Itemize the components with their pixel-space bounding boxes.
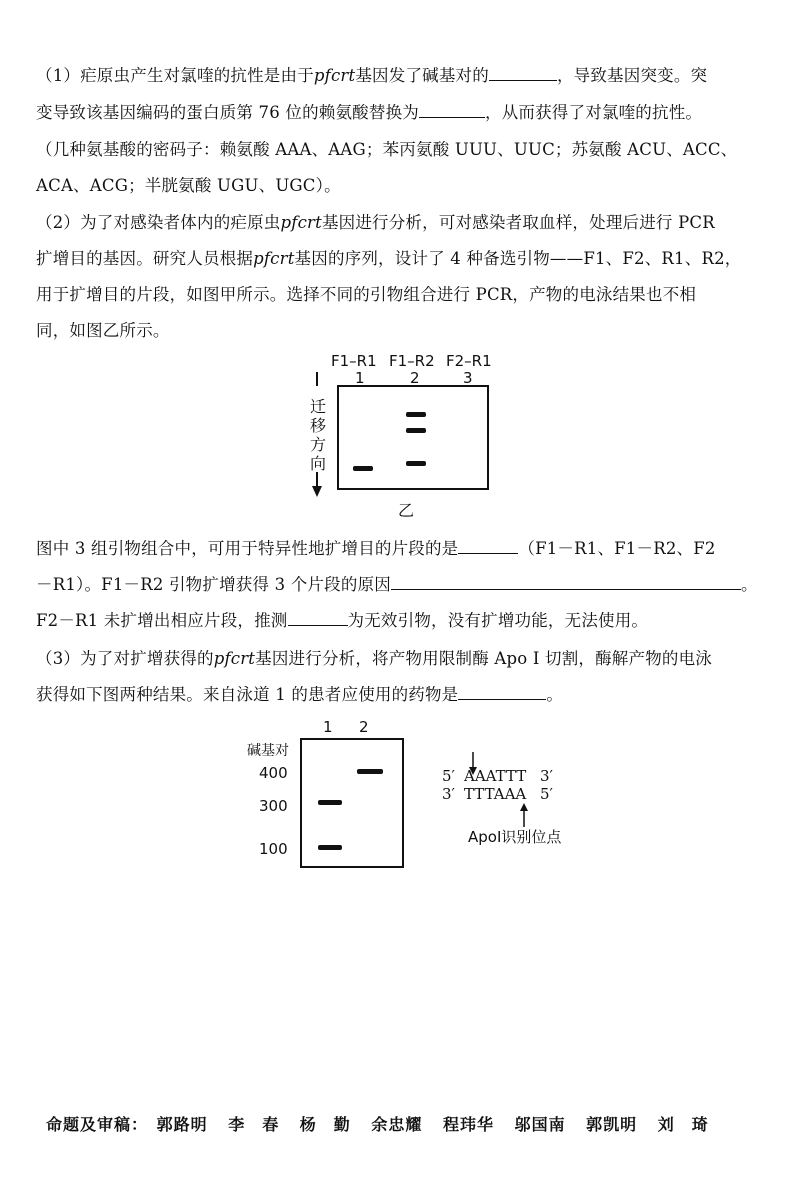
seq-top-3prime: 3′ — [540, 767, 553, 785]
author-name: 刘 琦 — [657, 1115, 709, 1134]
q1-text: 基因发了碱基对的 — [355, 66, 489, 85]
q3-text: 获得如下图两种结果。来自泳道 1 的患者应使用的药物是 — [36, 685, 459, 704]
direction-char: 方 — [310, 435, 327, 454]
seq-top: AAATTT — [464, 767, 527, 785]
direction-char: 向 — [310, 454, 327, 473]
lane-number-1: 1 — [355, 369, 365, 387]
tick-300: 300 — [259, 797, 288, 815]
lane-number-3: 3 — [463, 369, 473, 387]
author-name: 余忠耀 — [371, 1115, 423, 1134]
answer-blank[interactable] — [419, 103, 485, 118]
q1-line2 — [36, 99, 702, 123]
q1-text: 变导致该基因编码的蛋白质第 76 位的赖氨酸替换为 — [36, 103, 419, 122]
q2-text: －R1）。F1－R2 引物扩增获得 3 个片段的原因 — [36, 575, 391, 594]
apoi-site-label: ApoI识别位点 — [468, 828, 562, 846]
gene-name: pfcrt — [253, 249, 295, 268]
q2-text: F2－R1 未扩增出相应片段，推测 — [36, 611, 288, 630]
footer-credits — [46, 1112, 723, 1135]
q1-line4: ACA、ACG；半胱氨酸 UGU、UGC）。 — [36, 176, 341, 195]
lane-number-1: 1 — [323, 718, 333, 736]
seq-bot: TTTAAA — [464, 785, 527, 803]
q2-text: 基因进行分析，可对感染者取血样，处理后进行 PCR — [321, 213, 715, 232]
q3-text: 。 — [546, 685, 564, 704]
answer-blank[interactable] — [458, 539, 518, 554]
q2-line2 — [36, 245, 741, 269]
tick-400: 400 — [259, 764, 288, 782]
q1-text: ，导致基因突变。突 — [556, 66, 708, 85]
y-axis-title: 碱基对 — [247, 743, 289, 759]
lane-number-2: 2 — [410, 369, 420, 387]
q1-line1 — [36, 62, 707, 86]
direction-char: 移 — [310, 416, 327, 435]
q2-after1 — [36, 535, 716, 559]
q2-text: 基因的序列，设计了 4 种备选引物——F1、F2、R1、R2， — [294, 249, 742, 268]
q2-text: （F1－R1、F1－R2、F2 — [518, 539, 716, 558]
q3-text: 基因进行分析，将产物用限制酶 Apo I 切割，酶解产物的电泳 — [255, 649, 713, 668]
band — [406, 412, 426, 417]
q3-line2 — [36, 681, 563, 705]
q2-text: 。 — [740, 575, 758, 594]
seq-bot-3prime: 3′ — [442, 785, 455, 803]
q1-text: （1）疟原虫产生对氯喹的抗性是由于 — [36, 66, 314, 85]
q2-text: 图中 3 组引物组合中，可用于特异性地扩增目的片段的是 — [36, 539, 459, 558]
footer-label: 命题及审稿： — [46, 1115, 149, 1134]
answer-blank[interactable] — [288, 611, 348, 626]
q3-text: （3）为了对扩增获得的 — [36, 649, 214, 668]
q2-text: （2）为了对感染者体内的疟原虫 — [36, 213, 281, 232]
author-name: 程玮华 — [442, 1115, 494, 1134]
direction-char: 迁 — [310, 397, 327, 416]
band — [357, 769, 383, 774]
band — [318, 800, 342, 805]
lane-label-1: F1–R1 — [331, 352, 377, 370]
band — [406, 461, 426, 466]
answer-blank[interactable] — [391, 575, 741, 590]
seq-top-5prime: 5′ — [442, 767, 455, 785]
author-name: 邬国南 — [514, 1115, 566, 1134]
author-name: 郭路明 — [156, 1115, 208, 1134]
band — [353, 466, 373, 471]
author-name: 李 春 — [228, 1115, 280, 1134]
gel-apo — [300, 738, 404, 868]
q2-text: 扩增目的基因。研究人员根据 — [36, 249, 254, 268]
q2-after3 — [36, 607, 648, 631]
q2-line1 — [36, 209, 715, 233]
author-name: 杨 勤 — [299, 1115, 351, 1134]
answer-blank[interactable] — [489, 66, 557, 81]
tick-100: 100 — [259, 840, 288, 858]
q3-line1 — [36, 645, 712, 669]
q1-text: ，从而获得了对氯喹的抗性。 — [485, 103, 703, 122]
lane-number-2: 2 — [359, 718, 369, 736]
band — [406, 428, 426, 433]
gel-yi — [337, 385, 489, 490]
cut-arrow-up-icon — [517, 802, 531, 828]
lane-label-3: F2–R1 — [446, 352, 492, 370]
band — [318, 845, 342, 850]
q2-line3: 用于扩增目的片段，如图甲所示。选择不同的引物组合进行 PCR，产物的电泳结果也不相 — [36, 285, 697, 304]
author-name: 郭凯明 — [586, 1115, 638, 1134]
gene-name: pfcrt — [313, 66, 356, 85]
q2-text: 为无效引物，没有扩增功能，无法使用。 — [347, 611, 649, 630]
q2-line4: 同，如图乙所示。 — [36, 321, 170, 340]
q2-after2 — [36, 571, 758, 595]
answer-blank[interactable] — [458, 685, 546, 700]
q1-line3: （几种氨基酸的密码子：赖氨酸 AAA、AAG；苯丙氨酸 UUU、UUC；苏氨酸 ACU、ACC、 — [36, 140, 738, 159]
lane-label-2: F1–R2 — [389, 352, 435, 370]
gene-name: pfcrt — [213, 649, 256, 668]
seq-bot-5prime: 5′ — [540, 785, 553, 803]
figure-caption: 乙 — [398, 501, 415, 520]
gene-name: pfcrt — [280, 213, 322, 232]
